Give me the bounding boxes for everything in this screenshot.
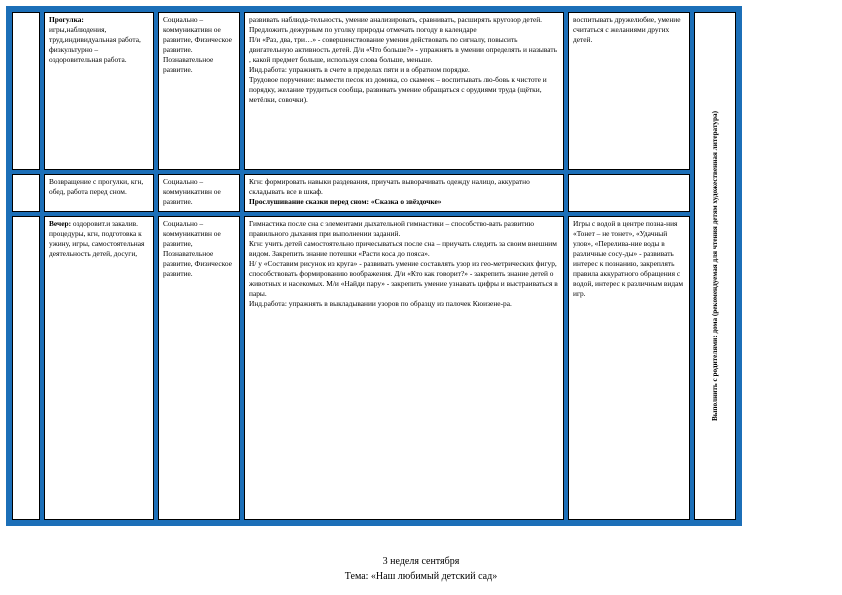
side-note-cell xyxy=(694,12,736,520)
content-para: П/и «Раз, два, три…» - совершенствование умения действовать по сигналу, повысить двигательную активность детей. Д/и «Что больше?» - упражнять в умении определять и называть , какой предмет больше, используя слова больше, меньше. xyxy=(249,34,557,64)
regime-text: Возвращение с прогулки, кгн, обед, работа перед сном. xyxy=(49,177,144,196)
empty-cell-row1 xyxy=(12,12,40,170)
regime-cell-walk xyxy=(44,12,154,170)
content-para: Гимнастика после сна с элементами дыхательной гимнастики – способство-вать развитию правильного дыхания при выполнении заданий. xyxy=(249,219,535,238)
env-cell-evening xyxy=(568,216,690,520)
side-note-text: Выполнить с родителями: дома (рекомендуемая для чтения детям художественная литература) xyxy=(711,111,719,421)
areas-cell-evening xyxy=(158,216,240,520)
empty-cell-row2 xyxy=(12,174,40,212)
content-para: Н/ у «Составим рисунок из круга» - развивать умение составлять узор из гео-метрических фигур, способствовать формированию воображения. Д/и «Кто как говорит?» - закрепить знание детей о животных и насекомых. М/и «Найди пару» - закрепить умение узнавать цифры и выстраиваться в пары. xyxy=(249,258,558,298)
content-para: Прослушивание сказки перед сном: «Сказка о звёздочке» xyxy=(249,196,442,206)
content-para: Инд.работа: упражнять в счете в пределах пяти и в обратном порядке. xyxy=(249,64,470,74)
content-para: Инд.работа: упражнять в выкладывании узоров по образцу из палочек Кюизене-ра. xyxy=(249,298,512,308)
regime-text: игры,наблюдения, труд,индивидуальная работа, физкультурно – оздоровительная работа. xyxy=(49,24,141,64)
content-para: развивать наблюда-тельность, умение анализировать, сравнивать, расширять кругозор детей. Предложить дежурным по уголку природы отмечать погоду в календаре xyxy=(249,15,543,34)
env-text: воспитывать дружелюбие, умение считаться с желаниями других детей. xyxy=(573,15,681,44)
env-text: Игры с водой в центре позна-ния «Тонет – не тонет», «Удачный улов», «Перелива-ние воды в различные сосу-ды» - развивать интерес к познанию, закреплять правила аккуратного обращения с водой, интерес к различным видам игр. xyxy=(573,219,684,298)
regime-text: оздоровит.и закалив. процедуры, кгн, подготовка к ужину, игры, самостоятельная деятельность детей, досуги, xyxy=(49,219,145,258)
regime-title: Вечер: xyxy=(49,219,72,228)
areas-cell-walk xyxy=(158,12,240,170)
content-para: Кгн: учить детей самостоятельно причесываться после сна – приучать следить за своим внешним видом. Закрепить знание потешки «Расти коса до пояса». xyxy=(249,238,557,258)
empty-cell-row3 xyxy=(12,216,40,520)
content-cell-evening xyxy=(244,216,564,520)
theme-label: Тема: «Наш любимый детский сад» xyxy=(344,571,498,582)
regime-cell-return xyxy=(44,174,154,212)
areas-text: Социально – коммуникативн ое развитие, Физическое развитие. Познавательное развитие. xyxy=(163,15,232,74)
content-cell-return xyxy=(244,174,564,212)
regime-cell-evening xyxy=(44,216,154,520)
content-para: Кгн: формировать навыки раздевания, приучать выворачивать одежду налицо, аккуратно складывать все в шкаф. xyxy=(249,177,530,196)
regime-title: Прогулка: xyxy=(49,15,84,24)
content-para: Трудовое поручение: вымести песок из домика, со скамеек – воспитывать лю-бовь к чистоте и порядку, желание трудиться сообща, развивать умение обращаться с орудиями труда (щётки, метёлки, совочки). xyxy=(249,74,547,104)
areas-cell-return xyxy=(158,174,240,212)
env-cell-walk xyxy=(568,12,690,170)
env-cell-return xyxy=(568,174,690,212)
areas-text: Социально – коммуникативн ое развитие. xyxy=(163,177,221,206)
content-cell-walk xyxy=(244,12,564,170)
week-label: 3 неделя сентября xyxy=(382,556,460,567)
areas-text: Социально – коммуникативн ое развитие, Познавательное развитие, Физическое развитие. xyxy=(163,219,232,278)
